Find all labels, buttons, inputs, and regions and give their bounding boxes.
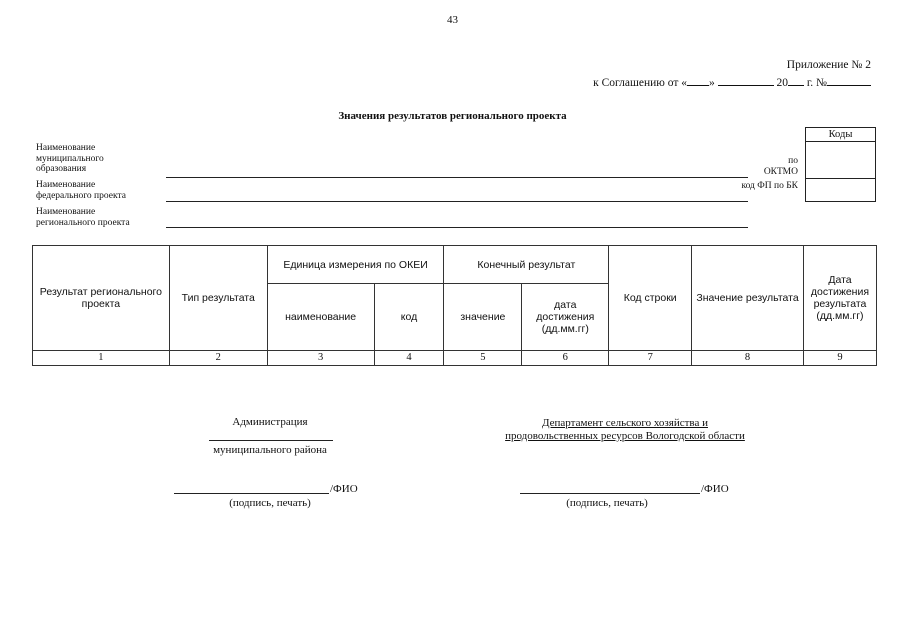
regional-project-line[interactable] — [166, 227, 748, 228]
col-final-header: Конечный результат — [444, 246, 609, 284]
col-final-date-header: дата достижения (дд.мм.гг) — [522, 284, 609, 351]
col-number: 5 — [444, 351, 522, 366]
left-org-blank[interactable] — [209, 440, 333, 441]
year-prefix: 20 — [776, 77, 788, 89]
col-result-header: Результат регионального проекта — [33, 246, 170, 351]
col-number: 6 — [522, 351, 609, 366]
col-number: 8 — [692, 351, 804, 366]
federal-project-line[interactable] — [166, 201, 748, 202]
codes-header: Коды — [806, 128, 875, 142]
col-number: 2 — [169, 351, 267, 366]
col-number: 4 — [374, 351, 444, 366]
document-title: Значения результатов регионального проекта — [338, 110, 567, 122]
year-suffix: г. № — [806, 77, 827, 89]
right-fio: /ФИО — [701, 483, 729, 495]
col-number: 3 — [267, 351, 374, 366]
col-final-value-header: значение — [444, 284, 522, 351]
oktmo-code-cell[interactable] — [806, 142, 875, 179]
regional-project-label: Наименование регионального проекта — [36, 207, 130, 228]
left-signature-line[interactable] — [174, 493, 329, 494]
year-blank[interactable] — [788, 74, 804, 86]
right-org-subtitle: продовольственных ресурсов Вологодской области — [505, 430, 745, 442]
page-number: 43 — [447, 14, 458, 26]
fp-code-cell[interactable] — [806, 179, 875, 203]
agreement-mid: » — [708, 77, 715, 89]
annex-label: Приложение № 2 — [786, 59, 871, 71]
col-number: 7 — [609, 351, 692, 366]
right-org-title: Департамент сельского хозяйства и — [542, 417, 708, 429]
kod-fp-label: код ФП по БК — [741, 181, 798, 191]
municipality-label: Наименование муниципального образования — [36, 143, 104, 174]
col-unit-name-header: наименование — [267, 284, 374, 351]
month-blank[interactable] — [718, 74, 774, 86]
codes-box — [805, 127, 876, 202]
col-result-value-header: Значение результата — [692, 246, 804, 351]
left-stamp-label: (подпись, печать) — [229, 497, 311, 509]
right-stamp-label: (подпись, печать) — [566, 497, 648, 509]
oktmo-label: по ОКТМО — [763, 156, 798, 177]
agreement-prefix: к Соглашению от « — [593, 77, 687, 89]
col-result-date-header: Дата достижения результата (дд.мм.гг) — [803, 246, 876, 351]
results-table — [32, 245, 877, 366]
left-org-title: Администрация — [232, 416, 308, 428]
col-unit-code-header: код — [374, 284, 444, 351]
col-type-header: Тип результата — [169, 246, 267, 351]
col-row-code-header: Код строки — [609, 246, 692, 351]
col-number: 1 — [33, 351, 170, 366]
left-org-subtitle: муниципального района — [213, 444, 327, 456]
col-number: 9 — [803, 351, 876, 366]
left-fio: /ФИО — [330, 483, 358, 495]
right-signature-line[interactable] — [520, 493, 700, 494]
day-blank[interactable] — [687, 74, 709, 86]
federal-project-label: Наименование федерального проекта — [36, 180, 126, 201]
agreement-line — [593, 74, 871, 89]
col-unit-header: Единица измерения по ОКЕИ — [267, 246, 444, 284]
number-blank[interactable] — [827, 74, 871, 86]
municipality-line[interactable] — [166, 177, 748, 178]
